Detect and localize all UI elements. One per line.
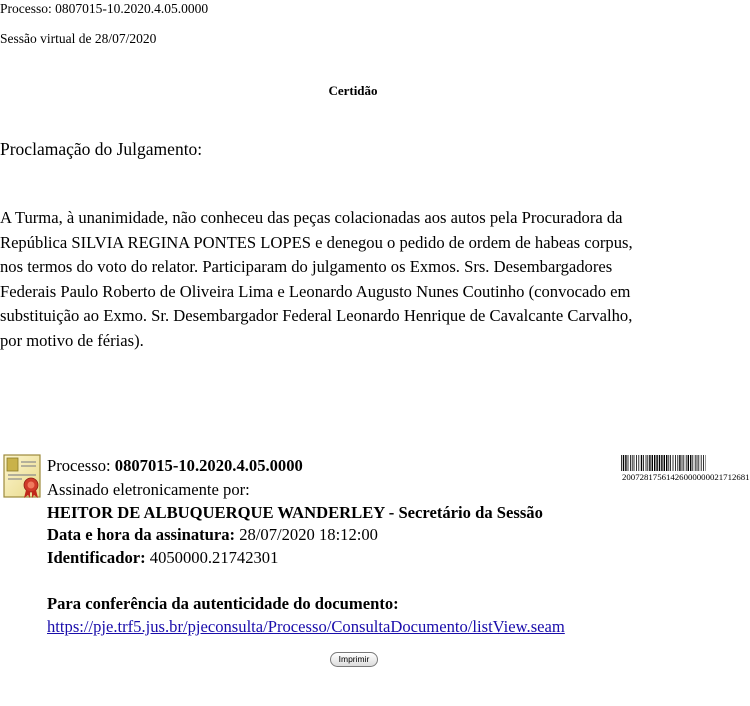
barcode bbox=[621, 455, 706, 471]
certificate-icon bbox=[2, 453, 42, 499]
signature-identifier-label: Identificador: bbox=[47, 548, 146, 567]
body-line: Federais Paulo Roberto de Oliveira Lima e Leonardo Augusto Nunes Coutinho (convocado em bbox=[0, 281, 631, 301]
signature-assinado-label: Assinado eletronicamente por: bbox=[47, 480, 250, 499]
signature-identifier bbox=[47, 548, 278, 568]
header-processo: Processo: 0807015-10.2020.4.05.0000 bbox=[0, 1, 209, 16]
body-line: por motivo de férias). bbox=[0, 330, 144, 350]
proclamation-heading: Proclamação do Julgamento: bbox=[0, 139, 203, 159]
signer-name: HEITOR DE ALBUQUERQUE WANDERLEY - Secretário da Sessão bbox=[47, 503, 543, 522]
authenticity-link[interactable]: https://pje.trf5.jus.br/pjeconsulta/Processo/ConsultaDocumento/listView.seam bbox=[47, 617, 565, 636]
authenticity-label: Para conferência da autenticidade do documento: bbox=[47, 594, 399, 613]
header-sessao: Sessão virtual de 28/07/2020 bbox=[0, 31, 157, 46]
signature-processo bbox=[47, 456, 303, 476]
document-title: Certidão bbox=[328, 83, 378, 98]
body-line: nos termos do voto do relator. Participaram do julgamento os Exmos. Srs. Desembargadores bbox=[0, 257, 613, 276]
signature-datetime bbox=[47, 525, 378, 545]
barcode-number: 20072817561426000000021712681 bbox=[622, 472, 750, 482]
signature-processo-number: 0807015-10.2020.4.05.0000 bbox=[114, 456, 303, 475]
signature-identifier-value: 4050000.21742301 bbox=[145, 548, 279, 567]
judgment-text bbox=[0, 206, 720, 353]
signature-processo-label: Processo: bbox=[47, 456, 115, 475]
body-line: República SILVIA REGINA PONTES LOPES e denegou o pedido de ordem de habeas corpus, bbox=[0, 232, 633, 252]
body-line: substituição ao Exmo. Sr. Desembargador Federal Leonardo Henrique de Cavalcante Carvalho, bbox=[0, 306, 633, 325]
signature-datetime-label: Data e hora da assinatura: bbox=[47, 525, 236, 544]
body-line: A Turma, à unanimidade, não conheceu das peças colacionadas aos autos pela Procuradora da bbox=[0, 208, 623, 227]
print-button[interactable]: Imprimir bbox=[330, 652, 378, 667]
signature-datetime-value: 28/07/2020 18:12:00 bbox=[235, 525, 378, 544]
